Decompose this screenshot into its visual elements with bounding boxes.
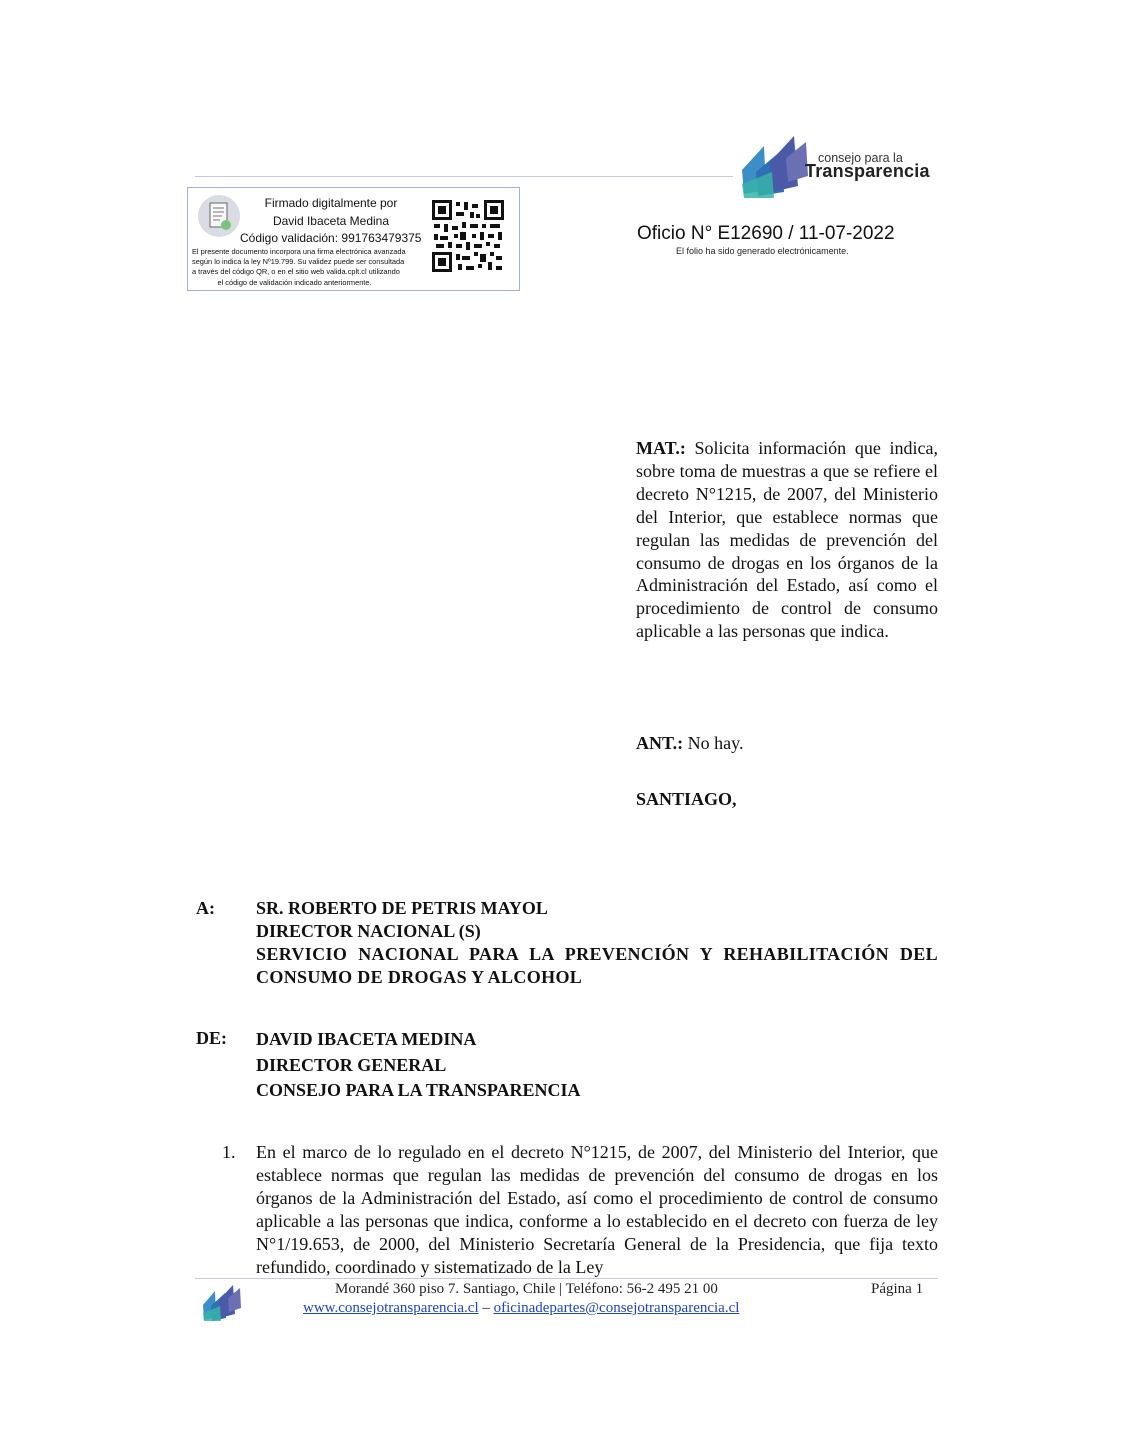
footer-links	[303, 1300, 739, 1317]
recipient-organization: SERVICIO NACIONAL PARA LA PREVENCIÓN Y REHABILITACIÓN DEL CONSUMO DE DROGAS Y ALCOHOL	[256, 943, 938, 987]
header-divider	[195, 176, 733, 177]
to-block	[256, 897, 938, 989]
sender-name: DAVID IBACETA MEDINA	[256, 1029, 477, 1049]
recipient-name: SR. ROBERTO DE PETRIS MAYOL	[256, 898, 548, 918]
transparencia-logo-icon	[742, 132, 812, 198]
signature-note-line: El presente documento incorpora una firma electrónica avanzada	[192, 247, 406, 256]
place-line: SANTIAGO,	[636, 789, 737, 809]
logo-text-brand: Transparencia	[805, 161, 930, 181]
sender-title: DIRECTOR GENERAL	[256, 1054, 447, 1075]
signature-note-line: el código de validación indicado anteriormente.	[217, 278, 372, 287]
signature-note-line: a través del código QR, o en el sitio web valida.cplt.cl utilizando	[192, 267, 400, 276]
email-link[interactable]: oficinadepartes@consejotransparencia.cl	[493, 1300, 740, 1316]
paragraph-text: En el marco de lo regulado en el decreto N°1215, de 2007, del Ministerio del Interior, que establece normas que regulan las medidas de prevención del consumo de drogas en los órganos de la Administración del Estado, así como el procedimiento de control de consumo aplicable a las personas que indica, conforme a lo establecido en el decreto con fuerza de ley N°1/19.653, de 2000, del Ministerio Secretaría General de la Presidencia, que fija texto refundido, coordinado y sistematizado de la Ley	[256, 1142, 938, 1277]
footer-logo-icon	[203, 1283, 243, 1321]
to-label: A:	[196, 898, 215, 918]
signature-signer-name: David Ibaceta Medina	[272, 214, 390, 228]
sender-organization: CONSEJO PARA LA TRANSPARENCIA	[256, 1080, 581, 1101]
footer-divider	[195, 1278, 938, 1279]
mat-text: Solicita información que indica, sobre toma de muestras a que se refiere el decreto N°1215, de 2007, del Ministerio del Interior, que establece normas que regulan las medidas de prevención del consumo de drogas en los órganos de la Administración del Estado, así como el procedimiento de control de consumo aplicable a las personas que indica.	[636, 438, 938, 642]
from-block	[256, 1027, 938, 1104]
signature-signed-by: Firmado digitalmente por	[264, 196, 398, 210]
footer-link-separator: –	[478, 1300, 494, 1316]
oficio-number: Oficio N° E12690 / 11-07-2022	[637, 223, 895, 244]
signature-note-line: según lo indica la ley Nº19.799. Su validez puede ser consultada	[192, 257, 405, 266]
signature-validation-code: Código validación: 991763479375	[240, 231, 422, 245]
ant-label: ANT.:	[636, 733, 684, 753]
footer-address: Morandé 360 piso 7. Santiago, Chile | Teléfono: 56-2 495 21 00	[335, 1281, 718, 1297]
from-label: DE:	[196, 1028, 227, 1048]
recipient-title: DIRECTOR NACIONAL (S)	[256, 920, 481, 941]
ant-section	[636, 732, 744, 755]
logo-text-small: consejo para la	[818, 151, 903, 165]
paragraph-number: 1.	[222, 1142, 236, 1162]
folio-note: El folio ha sido generado electrónicamente.	[676, 246, 849, 256]
qr-code-icon	[432, 200, 504, 272]
mat-section	[636, 437, 938, 643]
website-link[interactable]: www.consejotransparencia.cl	[303, 1300, 479, 1316]
mat-label: MAT.:	[636, 438, 686, 458]
page-number: Página 1	[871, 1281, 924, 1297]
signed-document-icon	[198, 195, 240, 237]
ant-text: No hay.	[683, 733, 744, 753]
